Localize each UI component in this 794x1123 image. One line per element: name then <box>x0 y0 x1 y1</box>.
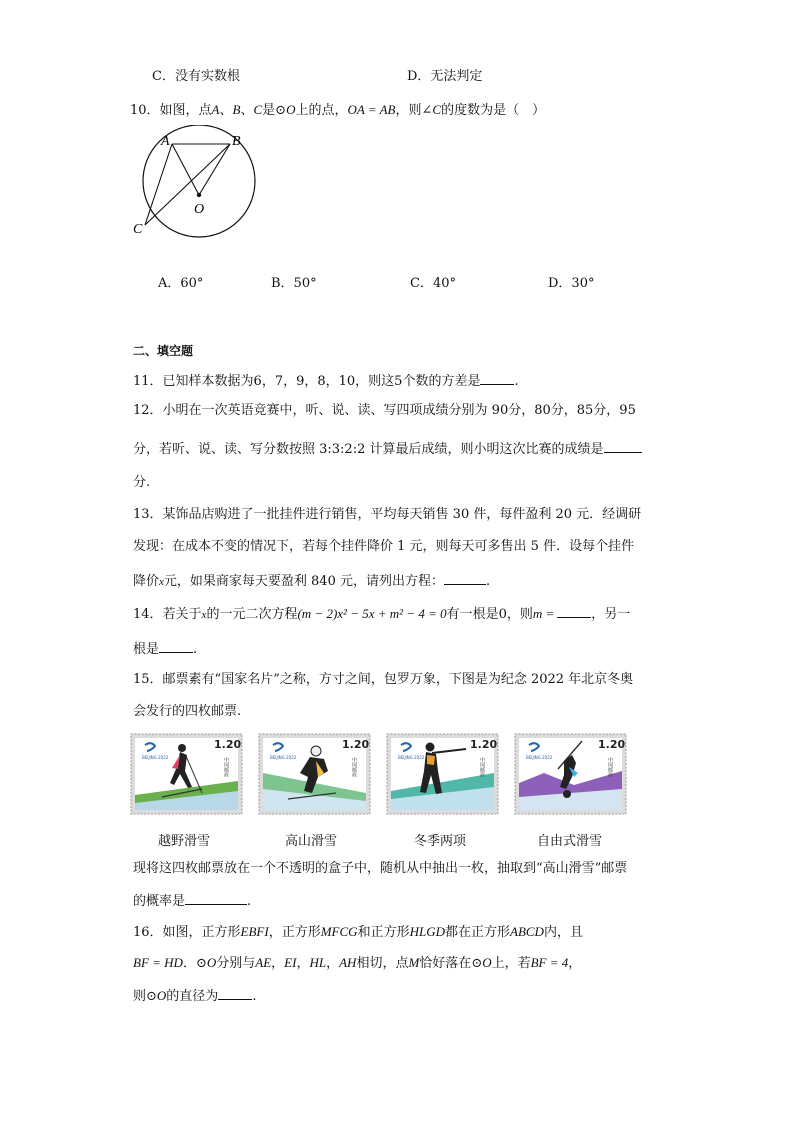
q10-option-b: B．50° <box>271 276 317 291</box>
center-dot <box>197 193 201 197</box>
stamp-alpine-skiing <box>258 733 371 815</box>
q16-answer-blank[interactable] <box>218 987 252 1000</box>
segment-bc <box>145 144 230 225</box>
q14-answer-blank-root[interactable] <box>159 640 193 653</box>
q13-line2: 发现：在成本不变的情况下，若每个挂件降价 1 元，则每天可多售出 5 件．设每个挂件 <box>133 539 635 554</box>
stamp-caption-2: 高山滑雪 <box>285 834 338 849</box>
q15-line1: 15．邮票素有“国家名片”之称，方寸之间，包罗万象，下图是为纪念 2022 年北京冬奥 <box>133 672 634 687</box>
stamp-caption-4: 自由式滑雪 <box>537 834 603 849</box>
label-o: O <box>194 202 205 217</box>
q12-line3: 分. <box>133 475 151 490</box>
q9-option-c: C．没有实数根 <box>152 69 240 84</box>
svg-text:BEIJING 2022: BEIJING 2022 <box>398 755 425 760</box>
q10-stem: 10．如图，点A、B、C是⊙O上的点，OA = AB，则∠C的度数为是（ ） <box>130 102 546 118</box>
q15-line4: 的概率是 . <box>133 894 252 909</box>
q10-option-c: C．40° <box>410 276 456 291</box>
stamp-biathlon <box>386 733 499 815</box>
q11: 11．已知样本数据为6，7，9，8，10，则这5个数的方差是 . <box>133 374 519 389</box>
q15-line3: 现将这四枚邮票放在一个不透明的盒子中，随机从中抽出一枚，抽取到“高山滑雪”邮票 <box>133 861 628 876</box>
q9-option-d: D．无法判定 <box>407 69 483 84</box>
stamp-country: 中国邮政 <box>223 757 229 777</box>
stamp-cross-country-skiing <box>130 733 243 815</box>
stamp-value: 1.20 <box>214 738 242 751</box>
label-c: C <box>133 222 143 237</box>
stamp-value: 1.20 <box>470 738 498 751</box>
q12-line2: 分，若听、说、读、写分数按照 3:3:2:2 计算最后成绩，则小明这次比赛的成绩是 <box>133 440 642 456</box>
q10-option-a: A．60° <box>158 276 204 291</box>
q12-line1: 12．小明在一次英语竞赛中，听、说、读、写四项成绩分别为 90分，80分，85分，95 <box>133 403 636 418</box>
stamp-value: 1.20 <box>342 738 370 751</box>
svg-text:BEIJING 2022: BEIJING 2022 <box>142 755 169 760</box>
stamp-country: 中国邮政 <box>479 757 485 777</box>
q14-line2: 根是 . <box>133 642 198 657</box>
q15-answer-blank[interactable] <box>185 892 247 905</box>
q14-answer-blank-m[interactable] <box>557 605 591 618</box>
q14-line1: 14．若关于x的一元二次方程(m − 2)x² − 5x + m² − 4 = 0有一根是0，则m = ，另一 <box>133 606 631 622</box>
stamp-caption-1: 越野滑雪 <box>158 834 211 849</box>
svg-text:BEIJING 2022: BEIJING 2022 <box>270 755 297 760</box>
q11-answer-blank[interactable] <box>480 372 514 385</box>
label-b: B <box>232 134 241 149</box>
q10-circle-figure <box>125 125 275 240</box>
q10-option-d: D．30° <box>548 276 595 291</box>
stamp-country: 中国邮政 <box>351 757 357 777</box>
segment-ao <box>172 144 199 195</box>
q13-line1: 13．某饰品店购进了一批挂件进行销售，平均每天销售 30 件，每件盈利 20 元．经调研 <box>133 507 642 522</box>
q16-line1: 16．如图，正方形EBFI，正方形MFCG和正方形HLGD都在正方形ABCD内，且 <box>133 924 583 940</box>
stamp-caption-3: 冬季两项 <box>414 834 467 849</box>
q15-line2: 会发行的四枚邮票. <box>133 704 242 719</box>
q16-line2: BF = HD．⊙O分别与AE，EI，HL，AH相切，点M恰好落在⊙O上，若BF = 4， <box>133 955 582 971</box>
svg-text:BEIJING 2022: BEIJING 2022 <box>526 755 553 760</box>
stamp-value: 1.20 <box>598 738 626 751</box>
q13-line3: 降价x元，如果商家每天要盈利 840 元，请列出方程： . <box>133 574 491 589</box>
stamp-country: 中国邮政 <box>607 757 613 777</box>
label-a: A <box>161 134 170 149</box>
section-title-fill-in: 二、填空题 <box>133 344 194 358</box>
stamp-freestyle-skiing <box>514 733 627 815</box>
q16-line3: 则⊙O的直径为 . <box>133 988 257 1004</box>
q13-answer-blank[interactable] <box>444 572 486 585</box>
q12-answer-blank[interactable] <box>604 440 642 453</box>
